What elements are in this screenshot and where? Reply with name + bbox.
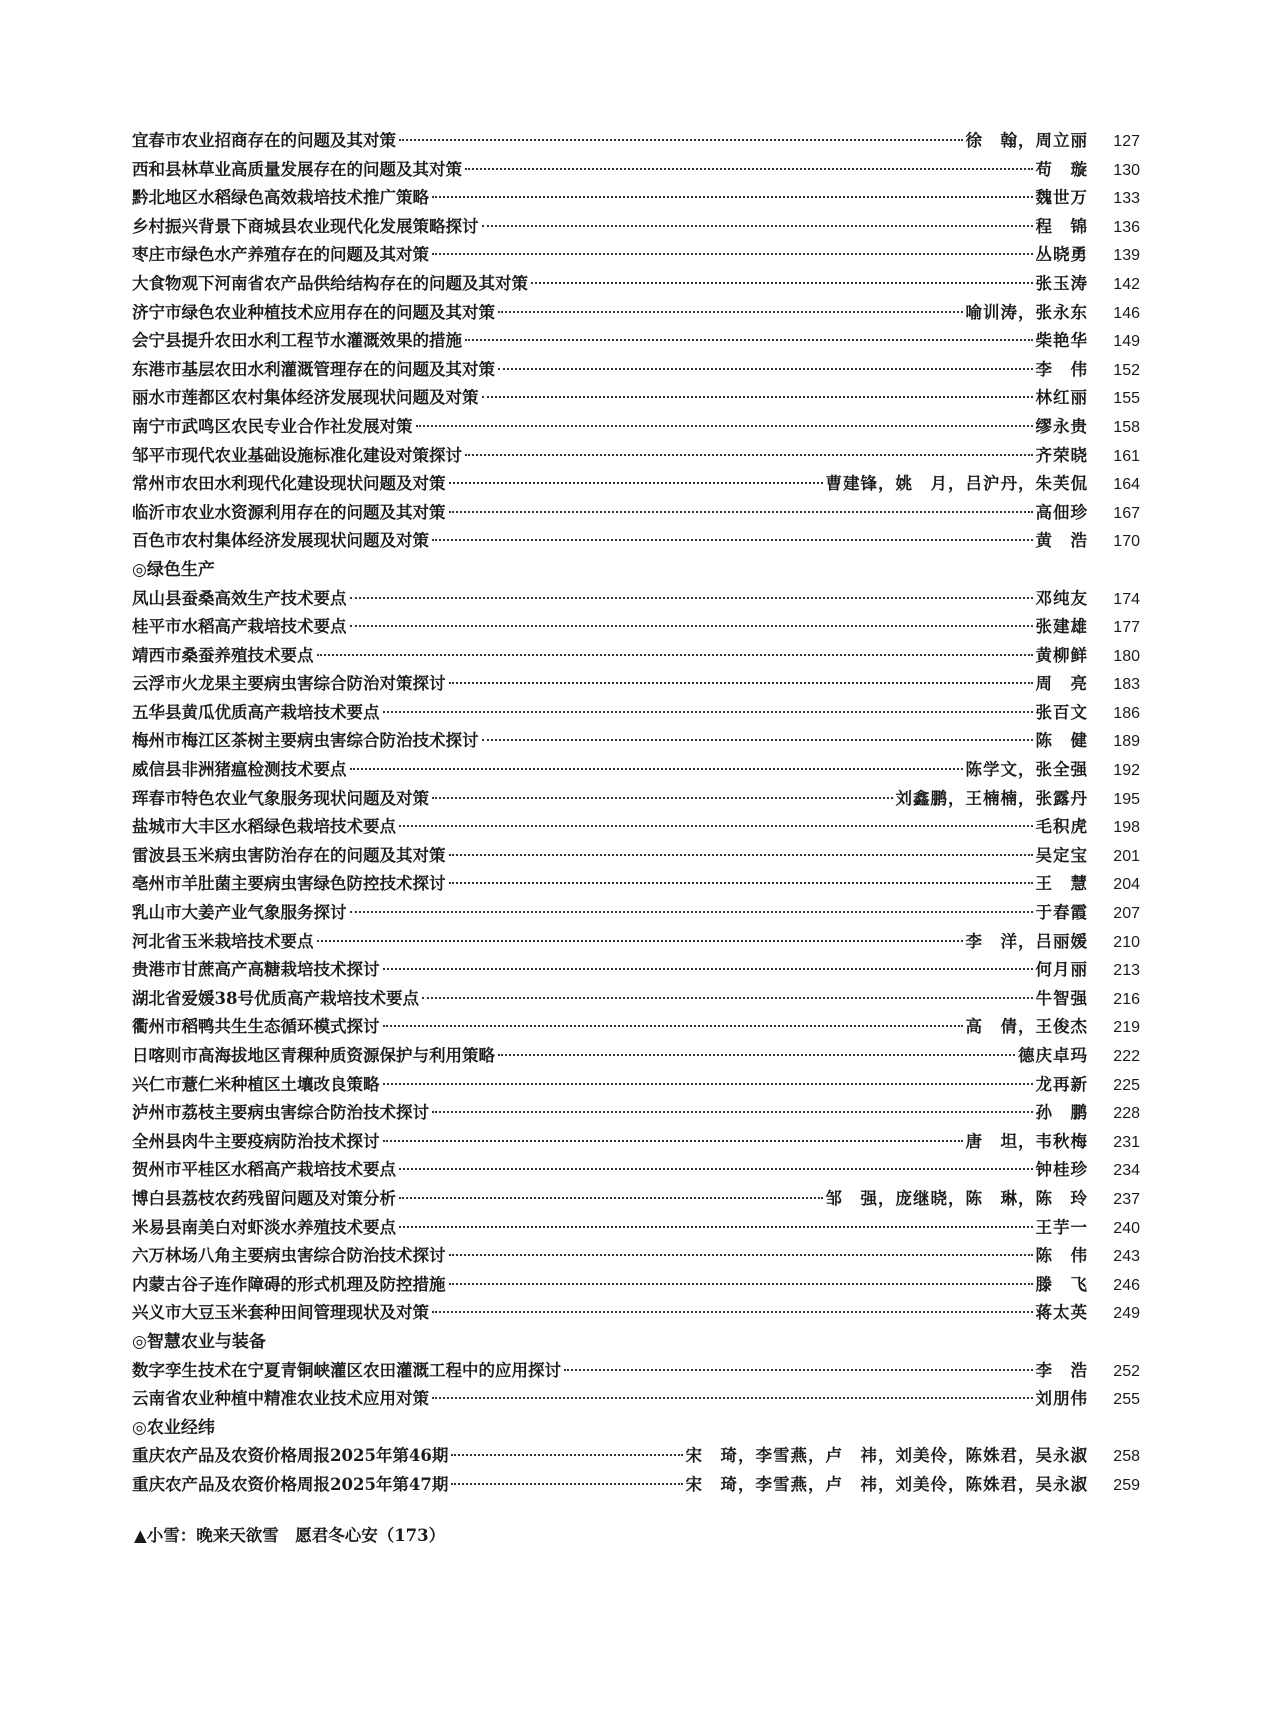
toc-entry[interactable] [132, 928, 1140, 957]
entry-page-number: 149 [1113, 333, 1140, 351]
entry-authors: 张百文 [1035, 702, 1088, 722]
dot-leader [399, 1197, 823, 1199]
entry-authors: 于春霞 [1035, 903, 1088, 923]
entry-page-number: 139 [1113, 247, 1140, 265]
toc-entry[interactable] [132, 413, 1140, 442]
entry-title: 日喀则市高海拔地区青稞种质资源保护与利用策略 [132, 1046, 495, 1065]
entry-title: 数字孪生技术在宁夏青铜峡灌区农田灌溉工程中的应用探讨 [132, 1360, 561, 1380]
toc-entry[interactable] [132, 1185, 1140, 1214]
entry-page-number: 155 [1113, 390, 1140, 408]
dot-leader [383, 1083, 1033, 1085]
dot-leader [399, 1168, 1033, 1170]
section-heading: ◎智慧农业与装备 [132, 1331, 266, 1352]
toc-entry[interactable] [132, 956, 1140, 985]
entry-authors: 蒋太英 [1035, 1303, 1088, 1323]
dot-leader [449, 1283, 1033, 1285]
entry-page-number: 198 [1113, 819, 1140, 837]
entry-title: 东港市基层农田水利灌溉管理存在的问题及其对策 [132, 359, 495, 379]
toc-entry[interactable] [132, 870, 1140, 899]
dot-leader [451, 1454, 682, 1456]
dot-leader [482, 739, 1033, 741]
entry-title: 重庆农产品及农资价格周报2025年第47期 [132, 1474, 449, 1494]
toc-entry[interactable] [132, 699, 1140, 728]
entry-authors: 李 浩 [1035, 1360, 1088, 1380]
entry-page-number: 180 [1113, 647, 1140, 665]
entry-title: 河北省玉米栽培技术要点 [132, 931, 314, 951]
toc-entry[interactable] [132, 270, 1140, 299]
toc-entry[interactable] [132, 384, 1140, 413]
entry-page-number: 158 [1113, 418, 1140, 436]
entry-authors: 柴艳华 [1035, 331, 1088, 351]
dot-leader [465, 454, 1033, 456]
entry-title: 梅州市梅江区茶树主要病虫害综合防治技术探讨 [132, 731, 479, 751]
toc-entry[interactable] [132, 756, 1140, 785]
entry-page-number: 216 [1113, 990, 1140, 1008]
entry-title: 黔北地区水稻绿色高效栽培技术推广策略 [132, 188, 429, 208]
entry-authors: 程 锦 [1035, 216, 1088, 236]
toc-entry[interactable] [132, 1471, 1140, 1500]
dot-leader [465, 168, 1033, 170]
dot-leader [383, 711, 1033, 713]
toc-entry[interactable] [132, 356, 1140, 385]
entry-title: 泸州市荔枝主要病虫害综合防治技术探讨 [132, 1103, 429, 1123]
toc-entry[interactable] [132, 499, 1140, 528]
entry-authors: 毛积虎 [1035, 817, 1088, 837]
entry-title: 盐城市大丰区水稻绿色栽培技术要点 [132, 817, 396, 837]
dot-leader [465, 339, 1033, 341]
toc-entry[interactable] [132, 442, 1140, 471]
entry-title: 乳山市大姜产业气象服务探讨 [132, 903, 347, 923]
toc-entry[interactable] [132, 1299, 1140, 1328]
toc-entry[interactable] [132, 470, 1140, 499]
entry-page-number: 225 [1113, 1076, 1140, 1094]
dot-leader [482, 225, 1033, 227]
entry-title: 西和县林草业高质量发展存在的问题及其对策 [132, 159, 462, 179]
entry-page-number: 136 [1113, 218, 1140, 236]
entry-authors: 徐 翰，周立丽 [965, 131, 1088, 150]
dot-leader [449, 882, 1033, 884]
entry-title: 云浮市火龙果主要病虫害综合防治对策探讨 [132, 674, 446, 694]
entry-title: 贵港市甘蔗高产高糖栽培技术探讨 [132, 960, 380, 980]
entry-authors: 魏世万 [1035, 188, 1088, 208]
entry-title: 大食物观下河南省农产品供给结构存在的问题及其对策 [132, 273, 528, 293]
entry-authors: 丛晓勇 [1035, 245, 1088, 265]
toc-entry[interactable] [132, 1099, 1140, 1128]
entry-authors: 牛智强 [1035, 988, 1088, 1008]
entry-title: 五华县黄瓜优质高产栽培技术要点 [132, 702, 380, 722]
entry-page-number: 249 [1113, 1305, 1140, 1323]
entry-page-number: 186 [1113, 704, 1140, 722]
toc-entry[interactable] [132, 184, 1140, 213]
entry-page-number: 222 [1113, 1048, 1140, 1065]
entry-title: 湖北省爱媛38号优质高产栽培技术要点 [132, 988, 419, 1008]
entry-page-number: 228 [1113, 1105, 1140, 1123]
entry-title: 百色市农村集体经济发展现状问题及对策 [132, 531, 429, 551]
entry-title: 内蒙古谷子连作障碍的形式机理及防控措施 [132, 1274, 446, 1294]
entry-authors: 黄柳鲜 [1035, 645, 1088, 665]
toc-entry[interactable] [132, 670, 1140, 699]
entry-authors: 王 慧 [1035, 874, 1088, 894]
entry-title: 枣庄市绿色水产养殖存在的问题及其对策 [132, 245, 429, 265]
entry-authors: 黄 浩 [1035, 531, 1088, 551]
entry-authors: 周 亮 [1035, 674, 1088, 694]
entry-authors: 吴定宝 [1035, 845, 1088, 865]
entry-page-number: 246 [1113, 1276, 1140, 1294]
entry-title: 兴义市大豆玉米套种田间管理现状及对策 [132, 1303, 429, 1323]
toc-entry[interactable] [132, 1156, 1140, 1185]
entry-page-number: 255 [1113, 1391, 1140, 1409]
entry-authors: 苟 璇 [1035, 159, 1088, 179]
dot-leader [432, 1311, 1033, 1313]
toc-entry[interactable] [132, 1271, 1140, 1300]
entry-page-number: 258 [1113, 1448, 1140, 1466]
dot-leader [432, 1111, 1033, 1113]
dot-leader [383, 1140, 963, 1142]
toc-entry[interactable] [132, 527, 1140, 556]
entry-title: 贺州市平桂区水稻高产栽培技术要点 [132, 1160, 396, 1180]
entry-authors: 缪永贵 [1035, 416, 1088, 436]
dot-leader [432, 797, 893, 799]
entry-authors: 宋 琦，李雪燕，卢 祎，刘美伶，陈姝君，吴永淑 [685, 1446, 1088, 1466]
entry-page-number: 210 [1113, 933, 1140, 951]
entry-title: 乡村振兴背景下商城县农业现代化发展策略探讨 [132, 216, 479, 236]
entry-title: 济宁市绿色农业种植技术应用存在的问题及其对策 [132, 302, 495, 322]
entry-authors: 唐 坦，韦秋梅 [965, 1131, 1088, 1151]
entry-page-number: 133 [1113, 190, 1140, 208]
toc-entry[interactable] [132, 1442, 1140, 1471]
entry-title: 亳州市羊肚菌主要病虫害绿色防控技术探讨 [132, 874, 446, 894]
toc-entry[interactable] [132, 1385, 1140, 1414]
table-of-contents [132, 127, 1140, 1500]
entry-page-number: 207 [1113, 905, 1140, 923]
entry-authors: 喻训涛，张永东 [965, 302, 1088, 322]
entry-title: 全州县肉牛主要疫病防治技术探讨 [132, 1131, 380, 1151]
dot-leader [399, 1226, 1033, 1228]
entry-page-number: 146 [1113, 304, 1140, 322]
entry-title: 威信县非洲猪瘟检测技术要点 [132, 760, 347, 780]
entry-authors: 曹建锋，姚 月，吕沪丹，朱芙侃 [825, 474, 1088, 494]
entry-page-number: 219 [1113, 1019, 1140, 1037]
dot-leader [449, 682, 1033, 684]
toc-entry[interactable] [132, 1357, 1140, 1386]
entry-title: 凤山县蚕桑高效生产技术要点 [132, 588, 347, 608]
entry-page-number: 243 [1113, 1248, 1140, 1266]
dot-leader [449, 511, 1033, 513]
entry-title: 桂平市水稻高产栽培技术要点 [132, 617, 347, 637]
toc-entry[interactable] [132, 899, 1140, 928]
entry-authors: 张建雄 [1035, 617, 1088, 637]
dot-leader [383, 968, 1033, 970]
entry-authors: 邓纯友 [1035, 588, 1088, 608]
dot-leader [498, 368, 1033, 370]
entry-authors: 李 洋，吕丽媛 [965, 931, 1088, 951]
dot-leader [350, 768, 963, 770]
entry-title: 丽水市莲都区农村集体经济发展现状问题及对策 [132, 388, 479, 408]
entry-title: 重庆农产品及农资价格周报2025年第46期 [132, 1446, 449, 1466]
entry-page-number: 130 [1113, 161, 1140, 179]
toc-entry[interactable] [132, 299, 1140, 328]
entry-page-number: 234 [1113, 1162, 1140, 1180]
entry-page-number: 161 [1113, 447, 1140, 465]
entry-page-number: 183 [1113, 676, 1140, 694]
dot-leader [350, 625, 1033, 627]
cover-caption: ▲小雪：晚来天欲雪 愿君冬心安（173） [134, 1526, 446, 1545]
dot-leader [498, 1054, 1015, 1056]
dot-leader [432, 1397, 1033, 1399]
entry-title: 南宁市武鸣区农民专业合作社发展对策 [132, 416, 413, 436]
entry-authors: 孙 鹏 [1035, 1103, 1088, 1123]
entry-page-number: 259 [1113, 1476, 1140, 1494]
entry-authors: 陈 健 [1035, 731, 1088, 751]
entry-page-number: 164 [1113, 476, 1140, 494]
toc-entry[interactable] [132, 1071, 1140, 1100]
dot-leader [350, 911, 1033, 913]
dot-leader [451, 1483, 682, 1485]
entry-page-number: 204 [1113, 876, 1140, 894]
entry-page-number: 240 [1113, 1219, 1140, 1237]
toc-entry[interactable] [132, 1013, 1140, 1042]
entry-title: 会宁县提升农田水利工程节水灌溉效果的措施 [132, 331, 462, 351]
dot-leader [531, 282, 1033, 284]
entry-title: 雷波县玉米病虫害防治存在的问题及其对策 [132, 845, 446, 865]
entry-authors: 李 伟 [1035, 359, 1088, 379]
dot-leader [498, 311, 963, 313]
entry-page-number: 237 [1113, 1190, 1140, 1208]
dot-leader [449, 1254, 1033, 1256]
entry-authors: 滕 飞 [1035, 1274, 1088, 1294]
entry-authors: 刘朋伟 [1035, 1389, 1088, 1409]
dot-leader [422, 997, 1033, 999]
dot-leader [432, 539, 1033, 541]
entry-authors: 张玉涛 [1035, 273, 1088, 293]
dot-leader [317, 654, 1033, 656]
toc-entry[interactable] [132, 985, 1140, 1014]
entry-page-number: 152 [1113, 361, 1140, 379]
toc-entry[interactable] [132, 156, 1140, 185]
toc-entry[interactable] [132, 1214, 1140, 1243]
entry-page-number: 142 [1113, 275, 1140, 293]
entry-authors: 齐荣晓 [1035, 445, 1088, 465]
toc-entry[interactable] [132, 642, 1140, 671]
entry-page-number: 127 [1113, 133, 1140, 150]
dot-leader [416, 425, 1033, 427]
entry-authors: 刘鑫鹏，王楠楠，张露丹 [895, 788, 1088, 808]
dot-leader [399, 825, 1033, 827]
dot-leader [432, 196, 1033, 198]
dot-leader [449, 482, 823, 484]
entry-authors: 陈学文，张全强 [965, 760, 1088, 780]
entry-authors: 德庆卓玛 [1018, 1046, 1088, 1065]
dot-leader [383, 1025, 963, 1027]
entry-authors: 高佃珍 [1035, 502, 1088, 522]
entry-title: 米易县南美白对虾淡水养殖技术要点 [132, 1217, 396, 1237]
entry-title: 邹平市现代农业基础设施标准化建设对策探讨 [132, 445, 462, 465]
entry-authors: 林红丽 [1035, 388, 1088, 408]
toc-entry[interactable] [132, 1128, 1140, 1157]
dot-leader [432, 253, 1033, 255]
dot-leader [317, 940, 963, 942]
entry-page-number: 252 [1113, 1362, 1140, 1380]
entry-authors: 高 倩，王俊杰 [965, 1017, 1088, 1037]
entry-title: 宜春市农业招商存在的问题及其对策 [132, 131, 396, 150]
dot-leader [482, 396, 1033, 398]
toc-entry[interactable] [132, 842, 1140, 871]
entry-page-number: 177 [1113, 619, 1140, 637]
entry-authors: 何月丽 [1035, 960, 1088, 980]
entry-page-number: 213 [1113, 962, 1140, 980]
dot-leader [350, 597, 1033, 599]
entry-title: 常州市农田水利现代化建设现状问题及对策 [132, 474, 446, 494]
entry-page-number: 189 [1113, 733, 1140, 751]
dot-leader [564, 1369, 1033, 1371]
toc-entry[interactable] [132, 785, 1140, 814]
toc-entry[interactable] [132, 1242, 1140, 1271]
entry-title: 临沂市农业水资源利用存在的问题及其对策 [132, 502, 446, 522]
section-heading: ◎绿色生产 [132, 559, 215, 580]
entry-title: 衢州市稻鸭共生生态循环模式探讨 [132, 1017, 380, 1037]
entry-title: 博白县荔枝农药残留问题及对策分析 [132, 1188, 396, 1208]
toc-entry[interactable] [132, 813, 1140, 842]
entry-authors: 陈 伟 [1035, 1246, 1088, 1266]
entry-authors: 钟桂珍 [1035, 1160, 1088, 1180]
entry-title: 珲春市特色农业气象服务现状问题及对策 [132, 788, 429, 808]
toc-entry[interactable] [132, 613, 1140, 642]
entry-page-number: 167 [1113, 504, 1140, 522]
entry-authors: 邹 强，庞继晓，陈 琳，陈 玲 [825, 1188, 1088, 1208]
entry-page-number: 231 [1113, 1133, 1140, 1151]
toc-entry[interactable] [132, 1042, 1140, 1071]
entry-authors: 王芋一 [1035, 1217, 1088, 1237]
entry-title: 云南省农业种植中精准农业技术应用对策 [132, 1389, 429, 1409]
toc-entry[interactable] [132, 327, 1140, 356]
entry-title: 兴仁市薏仁米种植区土壤改良策略 [132, 1074, 380, 1094]
toc-entry[interactable] [132, 585, 1140, 614]
entry-title: 六万林场八角主要病虫害综合防治技术探讨 [132, 1246, 446, 1266]
entry-page-number: 192 [1113, 762, 1140, 780]
entry-page-number: 195 [1113, 790, 1140, 808]
toc-entry[interactable] [132, 213, 1140, 242]
entry-page-number: 201 [1113, 847, 1140, 865]
section-heading: ◎农业经纬 [132, 1417, 215, 1438]
entry-authors: 龙再新 [1035, 1074, 1088, 1094]
entry-page-number: 170 [1113, 533, 1140, 551]
dot-leader [449, 854, 1033, 856]
toc-entry[interactable] [132, 127, 1140, 156]
entry-title: 靖西市桑蚕养殖技术要点 [132, 645, 314, 665]
entry-authors: 宋 琦，李雪燕，卢 祎，刘美伶，陈姝君，吴永淑 [685, 1474, 1088, 1494]
entry-page-number: 174 [1113, 590, 1140, 608]
dot-leader [399, 139, 963, 141]
toc-entry[interactable] [132, 727, 1140, 756]
toc-entry[interactable] [132, 241, 1140, 270]
